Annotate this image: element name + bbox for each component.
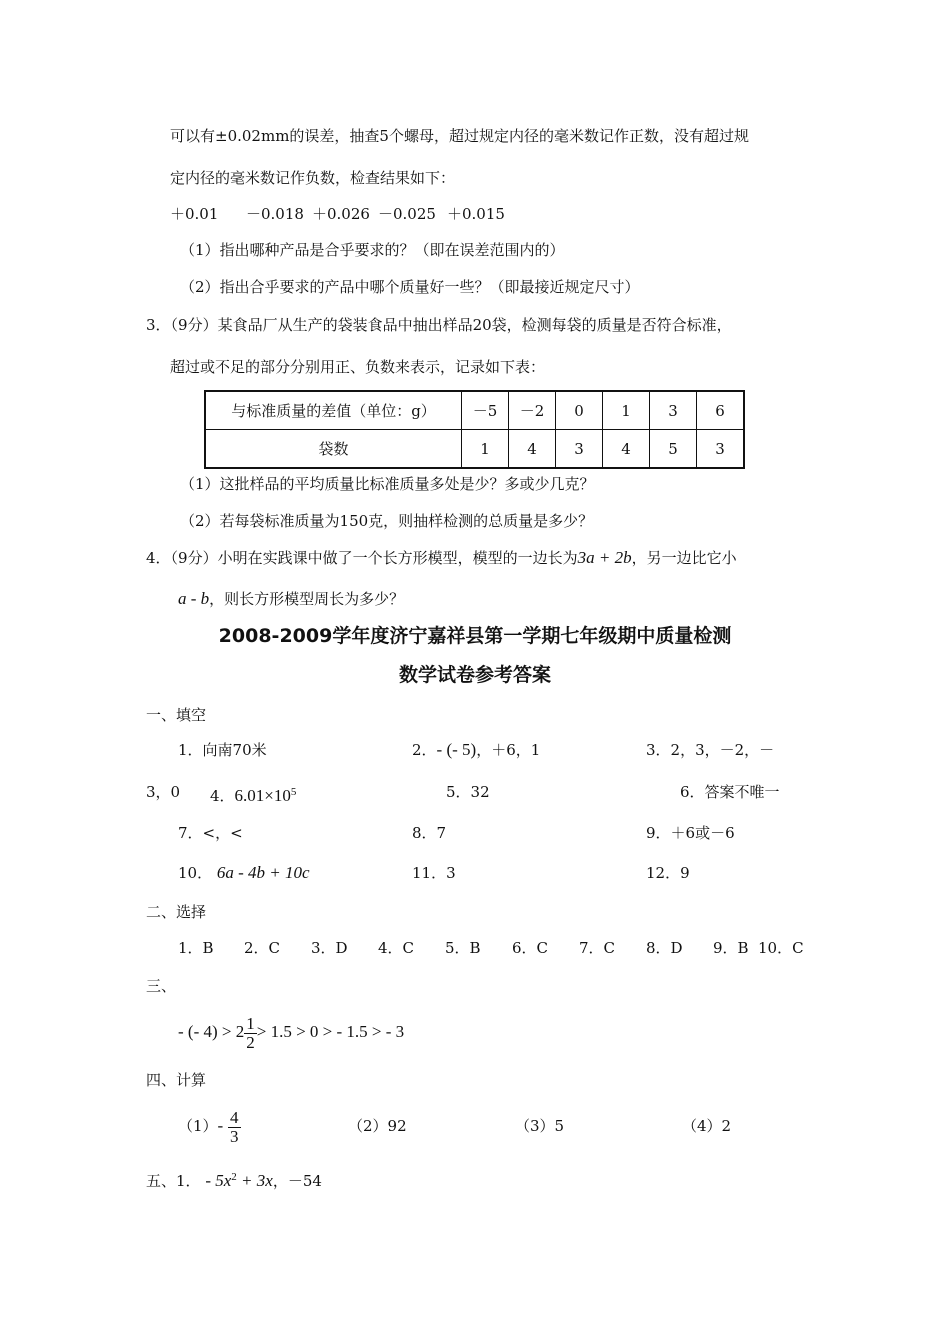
answer-item: 9．＋6或－6: [646, 824, 735, 842]
answer-tail: ，＋6，1: [476, 741, 541, 759]
answer-label: 4．: [210, 787, 235, 805]
sub-question: （2）指出合乎要求的产品中哪个质量好一些？（即最接近规定尺寸）: [180, 278, 640, 296]
sub-question: （1）这批样品的平均质量比标准质量多处是少？多或少几克？: [180, 475, 595, 493]
math-expression: 6.01×10: [234, 786, 291, 805]
data-table: [204, 390, 745, 469]
paragraph-line: 可以有±0.02mm的误差，抽查5个螺母，超过规定内径的毫米数记作正数，没有超过规: [170, 127, 749, 145]
table-cell: 3: [556, 430, 603, 469]
section-heading: 二、选择: [146, 903, 207, 921]
answer-item: [178, 863, 310, 883]
math-expression: + 3x: [236, 1171, 273, 1190]
answer-title: 2008-2009学年度济宁嘉祥县第一学期七年级期中质量检测: [218, 625, 732, 647]
choice-answer: 9．B: [713, 939, 749, 957]
measurement-value: ＋0.015: [447, 205, 505, 223]
choice-answer: 5．B: [445, 939, 481, 957]
math-expression: - (- 5): [436, 740, 477, 759]
answer-item: 3．2，3，－2，－: [646, 741, 775, 759]
answer-item: 3，0: [146, 783, 181, 801]
table-cell: 4: [509, 430, 556, 469]
question-3-line2: 超过或不足的部分分别用正、负数来表示，记录如下表：: [170, 358, 546, 376]
calc-answer: （4）2: [682, 1117, 732, 1135]
answer-item: 11．3: [412, 864, 456, 882]
table-row: [205, 391, 744, 430]
answer-label: 10．: [178, 864, 213, 882]
choice-answer: 4．C: [378, 939, 415, 957]
answer-item: 12．9: [646, 864, 690, 882]
ordering-answer: [178, 1012, 404, 1052]
table-cell: 3: [650, 391, 697, 430]
fraction-denominator: 2: [246, 1032, 255, 1052]
math-expression: a - b: [178, 589, 210, 608]
fraction-numerator: 4: [230, 1107, 239, 1127]
section-heading: 一、填空: [146, 706, 207, 724]
math-expression: 6a - 4b + 10c: [216, 863, 310, 882]
math-sign: -: [217, 1116, 224, 1135]
answer-item: 7．<，<: [178, 824, 243, 842]
choice-answer: 10．C: [758, 939, 804, 957]
section-heading: 三、: [146, 977, 177, 995]
choice-answer: 6．C: [512, 939, 549, 957]
question-4: [146, 548, 737, 568]
answer-item: 6．答案不唯一: [680, 783, 780, 801]
fraction-numerator: 1: [246, 1013, 255, 1033]
answer-tail: ，－54: [272, 1172, 322, 1190]
math-expression: - (- 4) > 2: [178, 1022, 245, 1041]
answer-item: 8．7: [412, 824, 447, 842]
table-cell: 0: [556, 391, 603, 430]
section-5-answer: [146, 1167, 322, 1191]
math-exponent: 5: [290, 786, 297, 798]
measurement-value: ＋0.026: [312, 205, 370, 223]
question-4-text: 4．（9分）小明在实践课中做了一个长方形模型，模型的一边长为: [146, 549, 578, 567]
fraction: [244, 1015, 257, 1052]
table-cell: 4: [603, 430, 650, 469]
table-row: [205, 430, 744, 469]
table-cell: 6: [697, 391, 745, 430]
table-cell: －5: [462, 391, 509, 430]
calc-answer: （2）92: [348, 1117, 407, 1135]
table-cell: －2: [509, 391, 556, 430]
paragraph-line: 定内径的毫米数记作负数，检查结果如下：: [170, 169, 456, 187]
choice-answer: 8．D: [646, 939, 683, 957]
choice-answer: 7．C: [579, 939, 616, 957]
measurement-value: ＋0.01: [170, 205, 219, 223]
question-4-line2: [178, 589, 404, 609]
table-header-cell: 袋数: [205, 430, 462, 469]
calc-answer: （3）5: [515, 1117, 565, 1135]
table-cell: 3: [697, 430, 745, 469]
measurement-value: －0.025: [378, 205, 436, 223]
answer-item: [210, 782, 296, 806]
choice-answer: 3．D: [311, 939, 348, 957]
section-heading: 四、计算: [146, 1071, 207, 1089]
math-exponent: 2: [231, 1171, 237, 1183]
measurement-value: －0.018: [246, 205, 304, 223]
table-header-cell: 与标准质量的差值（单位：g）: [205, 391, 462, 430]
answer-item: [412, 740, 540, 760]
math-expression: 3a + 2b: [577, 548, 632, 567]
answer-subtitle: 数学试卷参考答案: [398, 664, 551, 686]
math-expression: > 1.5 > 0 > - 1.5 > - 3: [256, 1022, 405, 1041]
answer-item: 1．向南70米: [178, 741, 267, 759]
question-4-tail: ，则长方形模型周长为多少？: [209, 590, 405, 608]
answer-item: 5．32: [446, 783, 490, 801]
math-expression: - 5x: [205, 1171, 232, 1190]
question-3: 3．（9分）某食品厂从生产的袋装食品中抽出样品20袋，检测每袋的质量是否符合标准，: [146, 316, 732, 334]
calc-answer: [178, 1106, 241, 1146]
answer-label: 五、1．: [146, 1172, 201, 1190]
table-cell: 1: [462, 430, 509, 469]
sub-question: （1）指出哪种产品是合乎要求的？（即在误差范围内的）: [180, 241, 565, 259]
answer-label: （1）: [178, 1117, 218, 1135]
table-cell: 5: [650, 430, 697, 469]
sub-question: （2）若每袋标准质量为150克，则抽样检测的总质量是多少？: [180, 512, 594, 530]
question-4-tail: ，另一边比它小: [631, 549, 737, 567]
choice-answer: 1．B: [178, 939, 214, 957]
table-cell: 1: [603, 391, 650, 430]
fraction: [228, 1109, 241, 1146]
answer-label: 2．: [412, 741, 437, 759]
choice-answer: 2．C: [244, 939, 281, 957]
fraction-denominator: 3: [230, 1126, 239, 1146]
